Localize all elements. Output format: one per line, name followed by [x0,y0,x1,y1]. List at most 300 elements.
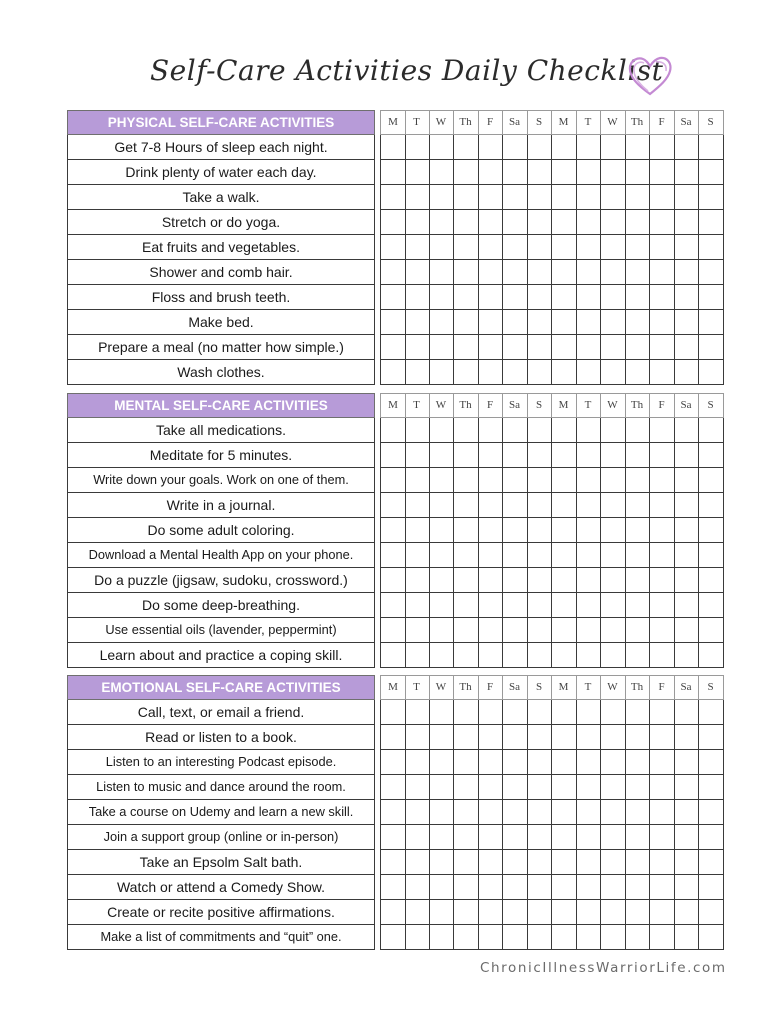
checkbox-cell[interactable] [576,360,601,385]
checkbox-cell[interactable] [601,210,626,235]
checkbox-cell[interactable] [478,593,503,618]
checkbox-cell[interactable] [699,775,724,800]
checkbox-cell[interactable] [650,185,675,210]
checkbox-cell[interactable] [429,235,454,260]
checkbox-cell[interactable] [478,335,503,360]
checkbox-cell[interactable] [429,875,454,900]
checkbox-cell[interactable] [625,418,650,443]
checkbox-cell[interactable] [625,925,650,950]
checkbox-cell[interactable] [454,310,479,335]
checkbox-cell[interactable] [429,850,454,875]
checkbox-cell[interactable] [576,618,601,643]
checkbox-cell[interactable] [429,700,454,725]
checkbox-cell[interactable] [674,543,699,568]
checkbox-cell[interactable] [503,725,528,750]
checkbox-cell[interactable] [601,900,626,925]
checkbox-cell[interactable] [650,750,675,775]
checkbox-cell[interactable] [380,185,406,210]
checkbox-cell[interactable] [454,335,479,360]
checkbox-cell[interactable] [503,210,528,235]
checkbox-cell[interactable] [503,775,528,800]
checkbox-cell[interactable] [429,360,454,385]
checkbox-cell[interactable] [650,160,675,185]
checkbox-cell[interactable] [478,618,503,643]
checkbox-cell[interactable] [625,335,650,360]
checkbox-cell[interactable] [429,725,454,750]
checkbox-cell[interactable] [527,335,552,360]
checkbox-cell[interactable] [405,160,430,185]
checkbox-cell[interactable] [674,643,699,668]
checkbox-cell[interactable] [576,568,601,593]
checkbox-cell[interactable] [527,800,552,825]
checkbox-cell[interactable] [674,210,699,235]
checkbox-cell[interactable] [454,925,479,950]
checkbox-cell[interactable] [650,468,675,493]
checkbox-cell[interactable] [454,210,479,235]
checkbox-cell[interactable] [527,775,552,800]
checkbox-cell[interactable] [601,360,626,385]
checkbox-cell[interactable] [552,825,577,850]
checkbox-cell[interactable] [478,568,503,593]
checkbox-cell[interactable] [405,850,430,875]
checkbox-cell[interactable] [674,360,699,385]
checkbox-cell[interactable] [380,418,406,443]
checkbox-cell[interactable] [674,335,699,360]
checkbox-cell[interactable] [625,285,650,310]
checkbox-cell[interactable] [601,593,626,618]
checkbox-cell[interactable] [380,310,406,335]
checkbox-cell[interactable] [576,418,601,443]
checkbox-cell[interactable] [625,850,650,875]
checkbox-cell[interactable] [405,310,430,335]
checkbox-cell[interactable] [625,493,650,518]
checkbox-cell[interactable] [552,850,577,875]
checkbox-cell[interactable] [699,135,724,160]
checkbox-cell[interactable] [552,185,577,210]
checkbox-cell[interactable] [699,875,724,900]
checkbox-cell[interactable] [650,235,675,260]
checkbox-cell[interactable] [429,443,454,468]
checkbox-cell[interactable] [552,135,577,160]
checkbox-cell[interactable] [380,493,406,518]
checkbox-cell[interactable] [552,700,577,725]
checkbox-cell[interactable] [527,493,552,518]
checkbox-cell[interactable] [650,850,675,875]
checkbox-cell[interactable] [650,900,675,925]
checkbox-cell[interactable] [601,875,626,900]
checkbox-cell[interactable] [674,775,699,800]
checkbox-cell[interactable] [699,543,724,568]
checkbox-cell[interactable] [429,568,454,593]
checkbox-cell[interactable] [601,443,626,468]
checkbox-cell[interactable] [625,260,650,285]
checkbox-cell[interactable] [405,725,430,750]
checkbox-cell[interactable] [478,825,503,850]
checkbox-cell[interactable] [625,825,650,850]
checkbox-cell[interactable] [674,160,699,185]
checkbox-cell[interactable] [527,593,552,618]
checkbox-cell[interactable] [454,235,479,260]
checkbox-cell[interactable] [650,618,675,643]
checkbox-cell[interactable] [478,800,503,825]
checkbox-cell[interactable] [699,643,724,668]
checkbox-cell[interactable] [699,900,724,925]
checkbox-cell[interactable] [699,260,724,285]
checkbox-cell[interactable] [527,750,552,775]
checkbox-cell[interactable] [674,875,699,900]
checkbox-cell[interactable] [552,750,577,775]
checkbox-cell[interactable] [478,185,503,210]
checkbox-cell[interactable] [699,618,724,643]
checkbox-cell[interactable] [503,518,528,543]
checkbox-cell[interactable] [405,360,430,385]
checkbox-cell[interactable] [576,493,601,518]
checkbox-cell[interactable] [429,160,454,185]
checkbox-cell[interactable] [625,568,650,593]
checkbox-cell[interactable] [650,443,675,468]
checkbox-cell[interactable] [625,210,650,235]
checkbox-cell[interactable] [503,925,528,950]
checkbox-cell[interactable] [478,260,503,285]
checkbox-cell[interactable] [576,185,601,210]
checkbox-cell[interactable] [405,618,430,643]
checkbox-cell[interactable] [552,360,577,385]
checkbox-cell[interactable] [527,235,552,260]
checkbox-cell[interactable] [527,185,552,210]
checkbox-cell[interactable] [527,643,552,668]
checkbox-cell[interactable] [527,925,552,950]
checkbox-cell[interactable] [576,518,601,543]
checkbox-cell[interactable] [478,643,503,668]
checkbox-cell[interactable] [380,800,406,825]
checkbox-cell[interactable] [503,493,528,518]
checkbox-cell[interactable] [601,850,626,875]
checkbox-cell[interactable] [552,775,577,800]
checkbox-cell[interactable] [576,260,601,285]
checkbox-cell[interactable] [405,260,430,285]
checkbox-cell[interactable] [527,360,552,385]
checkbox-cell[interactable] [429,593,454,618]
checkbox-cell[interactable] [380,135,406,160]
checkbox-cell[interactable] [650,210,675,235]
checkbox-cell[interactable] [405,700,430,725]
checkbox-cell[interactable] [625,643,650,668]
checkbox-cell[interactable] [527,210,552,235]
checkbox-cell[interactable] [699,335,724,360]
checkbox-cell[interactable] [576,750,601,775]
checkbox-cell[interactable] [454,260,479,285]
checkbox-cell[interactable] [576,235,601,260]
checkbox-cell[interactable] [503,850,528,875]
checkbox-cell[interactable] [601,160,626,185]
checkbox-cell[interactable] [454,418,479,443]
checkbox-cell[interactable] [650,310,675,335]
checkbox-cell[interactable] [674,700,699,725]
checkbox-cell[interactable] [405,900,430,925]
checkbox-cell[interactable] [478,518,503,543]
checkbox-cell[interactable] [429,775,454,800]
checkbox-cell[interactable] [503,185,528,210]
checkbox-cell[interactable] [699,518,724,543]
checkbox-cell[interactable] [625,185,650,210]
checkbox-cell[interactable] [650,825,675,850]
checkbox-cell[interactable] [576,160,601,185]
checkbox-cell[interactable] [405,418,430,443]
checkbox-cell[interactable] [625,750,650,775]
checkbox-cell[interactable] [576,875,601,900]
checkbox-cell[interactable] [454,875,479,900]
checkbox-cell[interactable] [650,518,675,543]
checkbox-cell[interactable] [405,493,430,518]
checkbox-cell[interactable] [478,543,503,568]
checkbox-cell[interactable] [625,775,650,800]
checkbox-cell[interactable] [601,725,626,750]
checkbox-cell[interactable] [405,568,430,593]
checkbox-cell[interactable] [503,825,528,850]
checkbox-cell[interactable] [699,210,724,235]
checkbox-cell[interactable] [405,210,430,235]
checkbox-cell[interactable] [380,900,406,925]
checkbox-cell[interactable] [552,593,577,618]
checkbox-cell[interactable] [650,418,675,443]
checkbox-cell[interactable] [503,285,528,310]
checkbox-cell[interactable] [699,443,724,468]
checkbox-cell[interactable] [699,418,724,443]
checkbox-cell[interactable] [429,925,454,950]
checkbox-cell[interactable] [650,800,675,825]
checkbox-cell[interactable] [478,443,503,468]
checkbox-cell[interactable] [478,750,503,775]
checkbox-cell[interactable] [405,750,430,775]
checkbox-cell[interactable] [576,593,601,618]
checkbox-cell[interactable] [674,593,699,618]
checkbox-cell[interactable] [601,775,626,800]
checkbox-cell[interactable] [429,518,454,543]
checkbox-cell[interactable] [429,135,454,160]
checkbox-cell[interactable] [699,750,724,775]
checkbox-cell[interactable] [429,750,454,775]
checkbox-cell[interactable] [454,618,479,643]
checkbox-cell[interactable] [380,725,406,750]
checkbox-cell[interactable] [405,593,430,618]
checkbox-cell[interactable] [552,235,577,260]
checkbox-cell[interactable] [503,593,528,618]
checkbox-cell[interactable] [380,750,406,775]
checkbox-cell[interactable] [601,235,626,260]
checkbox-cell[interactable] [503,135,528,160]
checkbox-cell[interactable] [429,643,454,668]
checkbox-cell[interactable] [429,260,454,285]
checkbox-cell[interactable] [601,568,626,593]
checkbox-cell[interactable] [454,443,479,468]
checkbox-cell[interactable] [674,518,699,543]
checkbox-cell[interactable] [454,160,479,185]
checkbox-cell[interactable] [576,285,601,310]
checkbox-cell[interactable] [503,443,528,468]
checkbox-cell[interactable] [674,750,699,775]
checkbox-cell[interactable] [503,310,528,335]
checkbox-cell[interactable] [699,493,724,518]
checkbox-cell[interactable] [674,185,699,210]
checkbox-cell[interactable] [576,443,601,468]
checkbox-cell[interactable] [601,260,626,285]
checkbox-cell[interactable] [478,160,503,185]
checkbox-cell[interactable] [380,468,406,493]
checkbox-cell[interactable] [478,210,503,235]
checkbox-cell[interactable] [699,800,724,825]
checkbox-cell[interactable] [650,775,675,800]
checkbox-cell[interactable] [478,875,503,900]
checkbox-cell[interactable] [601,493,626,518]
checkbox-cell[interactable] [601,335,626,360]
checkbox-cell[interactable] [576,775,601,800]
checkbox-cell[interactable] [576,800,601,825]
checkbox-cell[interactable] [699,568,724,593]
checkbox-cell[interactable] [601,925,626,950]
checkbox-cell[interactable] [478,285,503,310]
checkbox-cell[interactable] [699,360,724,385]
checkbox-cell[interactable] [527,285,552,310]
checkbox-cell[interactable] [674,418,699,443]
checkbox-cell[interactable] [503,360,528,385]
checkbox-cell[interactable] [380,618,406,643]
checkbox-cell[interactable] [429,185,454,210]
checkbox-cell[interactable] [601,310,626,335]
checkbox-cell[interactable] [429,800,454,825]
checkbox-cell[interactable] [429,543,454,568]
checkbox-cell[interactable] [429,335,454,360]
checkbox-cell[interactable] [454,643,479,668]
checkbox-cell[interactable] [503,260,528,285]
checkbox-cell[interactable] [405,443,430,468]
checkbox-cell[interactable] [674,900,699,925]
checkbox-cell[interactable] [527,568,552,593]
checkbox-cell[interactable] [552,418,577,443]
checkbox-cell[interactable] [699,160,724,185]
checkbox-cell[interactable] [527,443,552,468]
checkbox-cell[interactable] [699,185,724,210]
checkbox-cell[interactable] [454,900,479,925]
checkbox-cell[interactable] [576,310,601,335]
checkbox-cell[interactable] [552,443,577,468]
checkbox-cell[interactable] [454,360,479,385]
checkbox-cell[interactable] [552,468,577,493]
checkbox-cell[interactable] [552,260,577,285]
checkbox-cell[interactable] [674,493,699,518]
checkbox-cell[interactable] [552,310,577,335]
checkbox-cell[interactable] [380,443,406,468]
checkbox-cell[interactable] [625,135,650,160]
checkbox-cell[interactable] [674,800,699,825]
checkbox-cell[interactable] [650,593,675,618]
checkbox-cell[interactable] [503,568,528,593]
checkbox-cell[interactable] [674,925,699,950]
checkbox-cell[interactable] [674,568,699,593]
checkbox-cell[interactable] [527,310,552,335]
checkbox-cell[interactable] [552,725,577,750]
checkbox-cell[interactable] [552,925,577,950]
checkbox-cell[interactable] [380,568,406,593]
checkbox-cell[interactable] [699,700,724,725]
checkbox-cell[interactable] [527,468,552,493]
checkbox-cell[interactable] [429,468,454,493]
checkbox-cell[interactable] [503,800,528,825]
checkbox-cell[interactable] [527,160,552,185]
checkbox-cell[interactable] [454,543,479,568]
checkbox-cell[interactable] [405,875,430,900]
checkbox-cell[interactable] [527,900,552,925]
checkbox-cell[interactable] [454,800,479,825]
checkbox-cell[interactable] [380,775,406,800]
checkbox-cell[interactable] [699,235,724,260]
checkbox-cell[interactable] [576,135,601,160]
checkbox-cell[interactable] [454,518,479,543]
checkbox-cell[interactable] [380,875,406,900]
checkbox-cell[interactable] [699,285,724,310]
checkbox-cell[interactable] [429,493,454,518]
checkbox-cell[interactable] [576,210,601,235]
checkbox-cell[interactable] [405,285,430,310]
checkbox-cell[interactable] [552,493,577,518]
checkbox-cell[interactable] [625,800,650,825]
checkbox-cell[interactable] [576,725,601,750]
checkbox-cell[interactable] [625,468,650,493]
checkbox-cell[interactable] [625,443,650,468]
checkbox-cell[interactable] [478,235,503,260]
checkbox-cell[interactable] [503,418,528,443]
checkbox-cell[interactable] [576,900,601,925]
checkbox-cell[interactable] [650,725,675,750]
checkbox-cell[interactable] [503,543,528,568]
checkbox-cell[interactable] [478,900,503,925]
checkbox-cell[interactable] [576,850,601,875]
checkbox-cell[interactable] [601,418,626,443]
checkbox-cell[interactable] [405,775,430,800]
checkbox-cell[interactable] [674,825,699,850]
checkbox-cell[interactable] [380,360,406,385]
checkbox-cell[interactable] [625,235,650,260]
checkbox-cell[interactable] [429,825,454,850]
checkbox-cell[interactable] [478,360,503,385]
checkbox-cell[interactable] [503,700,528,725]
checkbox-cell[interactable] [527,850,552,875]
checkbox-cell[interactable] [478,310,503,335]
checkbox-cell[interactable] [527,825,552,850]
checkbox-cell[interactable] [625,360,650,385]
checkbox-cell[interactable] [503,618,528,643]
checkbox-cell[interactable] [601,618,626,643]
checkbox-cell[interactable] [674,725,699,750]
checkbox-cell[interactable] [625,593,650,618]
checkbox-cell[interactable] [405,235,430,260]
checkbox-cell[interactable] [429,618,454,643]
checkbox-cell[interactable] [478,725,503,750]
checkbox-cell[interactable] [405,800,430,825]
checkbox-cell[interactable] [576,643,601,668]
checkbox-cell[interactable] [380,518,406,543]
checkbox-cell[interactable] [454,750,479,775]
checkbox-cell[interactable] [454,185,479,210]
checkbox-cell[interactable] [625,543,650,568]
checkbox-cell[interactable] [503,235,528,260]
checkbox-cell[interactable] [552,568,577,593]
checkbox-cell[interactable] [601,285,626,310]
checkbox-cell[interactable] [552,643,577,668]
checkbox-cell[interactable] [552,875,577,900]
checkbox-cell[interactable] [674,310,699,335]
checkbox-cell[interactable] [503,468,528,493]
checkbox-cell[interactable] [601,135,626,160]
